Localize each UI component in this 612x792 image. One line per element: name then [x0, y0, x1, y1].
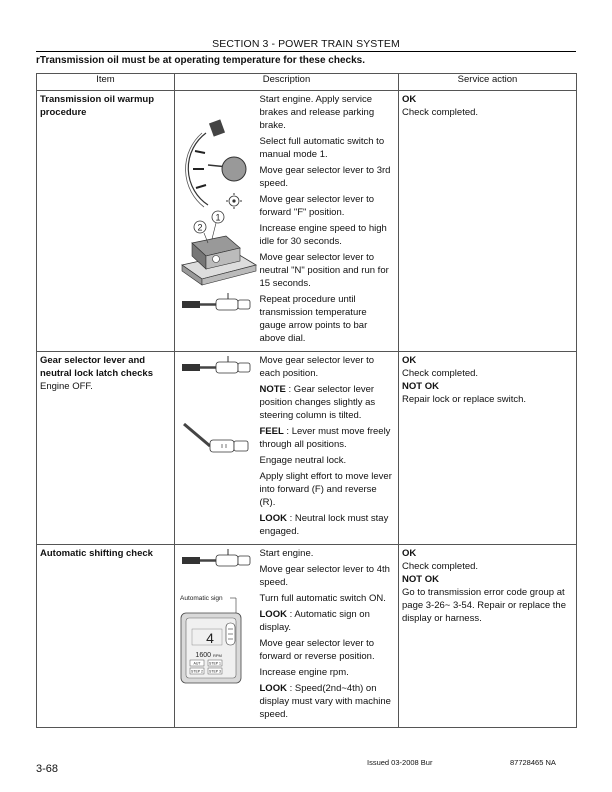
description-text: : Automatic sign on display. — [259, 609, 370, 633]
description-text: Move gear selector lever to 4th speed. — [259, 564, 390, 588]
item-cell — [37, 91, 175, 352]
description-cell — [257, 545, 399, 728]
automatic-switch-icon — [182, 211, 256, 285]
service-status-ok: OK — [402, 548, 417, 559]
gear-selector-lever-icon — [182, 549, 250, 566]
callout-2: 2 — [197, 222, 203, 233]
description-text: Increase engine rpm. — [259, 667, 349, 678]
description-text: Apply slight effort to move lever into forward (F) and reverse (R). — [259, 471, 392, 508]
description-step — [260, 547, 396, 560]
checks-table — [36, 73, 577, 728]
figure-cell — [175, 91, 257, 352]
header-service-action: Service action — [399, 74, 577, 91]
figure-cell — [175, 352, 257, 545]
display-illustration — [178, 547, 260, 719]
service-status-not-ok: NOT OK — [402, 381, 439, 392]
item-title: Gear selector lever and neutral lock latch checks — [40, 355, 153, 379]
item-title: Automatic shifting check — [40, 548, 153, 559]
item-title: Transmission oil warmup procedure — [40, 94, 155, 118]
description-step — [260, 512, 396, 538]
description-step — [260, 563, 396, 589]
item-cell — [37, 545, 175, 728]
document-number: 87728465 NA — [510, 758, 556, 767]
service-action-cell — [399, 545, 577, 728]
automatic-sign-label: Automatic sign — [180, 595, 223, 602]
service-action-text: Repair lock or replace switch. — [402, 394, 527, 405]
description-step: Increase engine speed to high idle for 30 seconds. — [259, 223, 387, 247]
intro-note: rTransmission oil must be at operating temperature for these checks. — [36, 55, 365, 66]
service-action-cell — [399, 91, 577, 352]
description-step — [260, 383, 396, 422]
neutral-lock-latch-icon — [184, 424, 248, 452]
display-button-step2: STEP 2 — [191, 669, 203, 674]
figure-cell — [175, 545, 257, 728]
description-cell — [257, 352, 399, 545]
table-row — [37, 352, 577, 545]
description-step — [260, 592, 396, 605]
description-lead: NOTE — [259, 384, 286, 395]
description-step — [260, 682, 396, 721]
header-description: Description — [175, 74, 399, 91]
description-step — [260, 454, 396, 467]
issue-info: Issued 03-2008 Bur — [367, 758, 433, 767]
description-step: Move gear selector lever to neutral "N" position and run for 15 seconds. — [259, 252, 389, 289]
description-lead: LOOK — [259, 683, 287, 694]
description-lead: FEEL — [259, 426, 284, 437]
service-action-cell — [399, 352, 577, 545]
gear-selector-lever-icon — [182, 293, 250, 310]
cluster-display-icon — [181, 613, 241, 683]
warmup-illustration — [178, 93, 260, 339]
item-note: Engine OFF. — [40, 381, 93, 392]
description-text: Turn full automatic switch ON. — [259, 593, 386, 604]
service-action-text: Check completed. — [402, 107, 479, 118]
display-rpm: 1600 — [195, 652, 211, 659]
description-step: Repeat procedure until transmission temperature gauge arrow points to bar above dial. — [259, 294, 368, 344]
display-rpm-unit: RPM — [213, 653, 222, 658]
description-step — [260, 637, 396, 663]
table-row — [37, 545, 577, 728]
description-step: Select full automatic switch to manual mode 1. — [259, 136, 385, 160]
description-text: Start engine. — [259, 548, 314, 559]
description-step: Start engine. Apply service brakes and release parking brake. — [259, 94, 375, 131]
service-action-text: Go to transmission error code group at page 3-26~ 3-54. Repair or replace the display or harness. — [402, 587, 566, 624]
description-step — [260, 425, 396, 451]
callout-1: 1 — [215, 212, 221, 223]
page-number: 3-68 — [36, 763, 59, 775]
description-text: : Gear selector lever position changes slightly as steering column is tilted. — [259, 384, 376, 421]
header-item: Item — [37, 74, 175, 91]
section-title: SECTION 3 - POWER TRAIN SYSTEM — [212, 38, 400, 50]
display-button-step1: STEP 1 — [209, 661, 221, 666]
display-button-aut: AUT — [193, 661, 201, 666]
description-text: Move gear selector lever to forward or reverse position. — [259, 638, 375, 662]
lever-check-illustration — [178, 354, 260, 535]
description-text: : Neutral lock must stay engaged. — [259, 513, 389, 537]
item-cell — [37, 352, 175, 545]
description-step: Move gear selector lever to forward "F" position. — [259, 194, 375, 218]
description-cell — [257, 91, 399, 352]
header-rule — [36, 51, 576, 52]
display-button-step3: STEP 3 — [209, 669, 221, 674]
description-step — [260, 666, 396, 679]
description-text: : Lever must move freely through all positions. — [259, 426, 391, 450]
description-text: : Speed(2nd~4th) on display must vary with machine speed. — [259, 683, 391, 720]
description-step: Move gear selector lever to 3rd speed. — [259, 165, 391, 189]
service-action-text: Check completed. — [402, 561, 479, 572]
table-header-row — [37, 74, 577, 91]
description-text: Move gear selector lever to each position. — [259, 355, 375, 379]
description-step — [260, 608, 396, 634]
display-gear: 4 — [206, 630, 214, 646]
temperature-gauge-icon — [186, 119, 246, 209]
description-step — [260, 470, 396, 509]
service-action-text: Check completed. — [402, 368, 479, 379]
gear-selector-lever-icon — [182, 356, 250, 373]
service-status-ok: OK — [402, 94, 417, 105]
description-step — [260, 354, 396, 380]
description-text: Engage neutral lock. — [259, 455, 347, 466]
description-lead: LOOK — [259, 609, 287, 620]
service-status-not-ok: NOT OK — [402, 574, 439, 585]
service-status-ok: OK — [402, 355, 417, 366]
description-lead: LOOK — [259, 513, 287, 524]
table-row — [37, 91, 577, 352]
